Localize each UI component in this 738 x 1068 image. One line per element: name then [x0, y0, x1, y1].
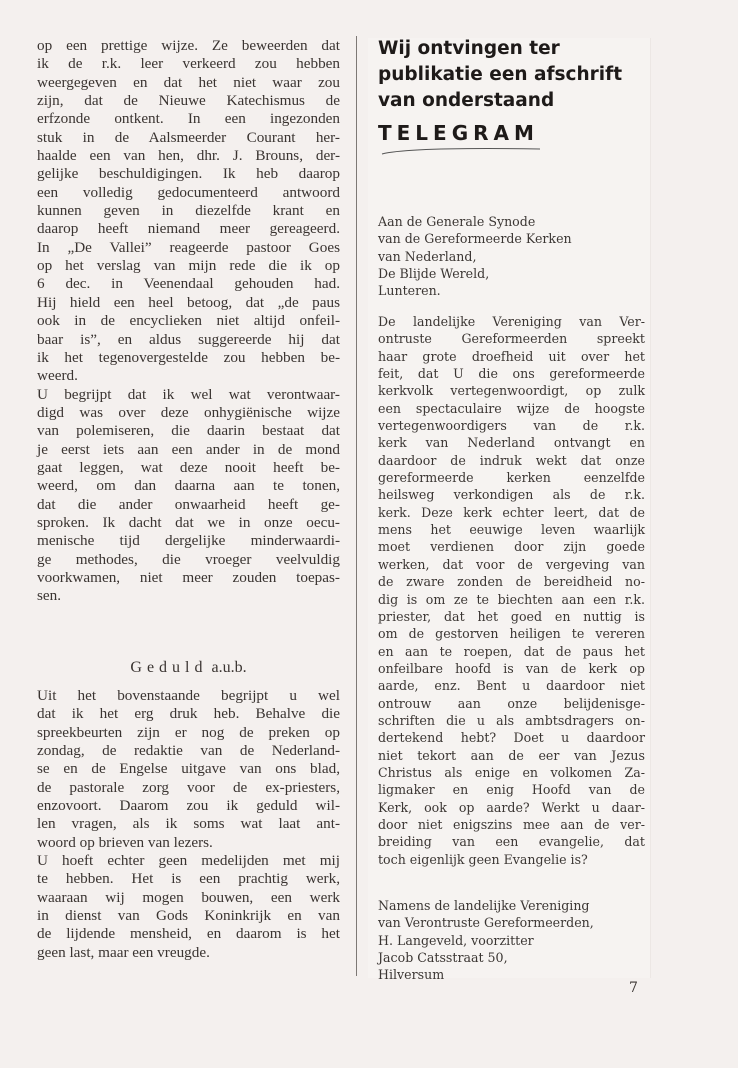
text-line: ook in de encyclieken niet altijd onfeil-	[37, 312, 340, 330]
text-line: Aan de Generale Synode	[378, 214, 536, 229]
text-line: kerkvolk vertegenwoordigt, op zulk	[378, 383, 645, 399]
text-line: schriften die u als ambtsdragers on-	[378, 712, 645, 728]
text-line: in dienst van Gods Koninkrijk en van	[37, 907, 340, 925]
text-line: en aan te roepen, dat de paus het	[378, 643, 645, 659]
text-line: sproken. Ik dacht dat we in onze oecu-	[37, 513, 340, 531]
telegram-signature	[378, 897, 645, 984]
text-line: priester, dat het goed en nuttig is	[378, 608, 645, 624]
text-line: stuk in de Aalsmeerder Courant her-	[37, 128, 340, 146]
headline-line: van onderstaand	[378, 90, 555, 111]
text-line: door niet enigszins mee aan de ver-	[378, 816, 645, 832]
subheading-geduld	[37, 659, 340, 677]
text-line: weerd.	[37, 367, 78, 385]
text-line: In „De Vallei” reageerde pastoor Goes	[37, 238, 340, 256]
text-line: dertekend hebt? Doet u daardoor	[378, 730, 645, 746]
headline-line: Wij ontvingen ter	[378, 38, 560, 59]
text-line: sen.	[37, 587, 62, 605]
text-line: toch eigenlijk geen Evangelie is?	[378, 851, 588, 867]
text-line: van Verontruste Gereformeerden,	[378, 915, 594, 931]
text-line: baar is”, en aldus suggereerde hij dat	[37, 330, 340, 348]
text-line: de zware zonden de bereidheid no-	[378, 574, 645, 590]
text-line: ontruste Gereformeerden spreekt	[378, 331, 645, 347]
text-line: daardoor de indruk wekt dat onze	[378, 452, 645, 468]
telegram-body	[378, 313, 645, 868]
text-line: breiding van een evangelie, dat	[378, 834, 645, 850]
text-line: aarde, enz. Bent u daardoor niet	[378, 678, 645, 694]
text-line: ik de r.k. leer verkeerd zou hebben	[37, 55, 340, 73]
text-line: ik het tegenovergestelde zou hebben be-	[37, 348, 340, 366]
text-line: De landelijke Vereniging van Ver-	[378, 314, 645, 329]
text-line: haar grote droefheid uit over het	[378, 348, 645, 364]
text-line: weerd, om dan daarna aan te tonen,	[37, 477, 340, 495]
text-line: de pastorale zorg voor de ex-priesters,	[37, 778, 340, 796]
text-line: van Nederland,	[378, 248, 477, 264]
text-line: H. Langeveld, voorzitter	[378, 932, 534, 948]
text-line: ligmaker en enig Hoofd van de	[378, 782, 645, 798]
text-line: Lunteren.	[378, 283, 441, 299]
text-line: woord op brieven van lezers.	[37, 833, 213, 851]
text-line: Kerk, ook op aarde? Werkt u daar-	[378, 799, 645, 815]
text-line: je eerst iets aan een ander in de mond	[37, 440, 340, 458]
text-line: geen last, maar een vreugde.	[37, 943, 210, 961]
text-line: Hij hield een heel betoog, dat „de paus	[37, 293, 340, 311]
page-number: 7	[629, 980, 638, 996]
text-line: te hebben. Het is een prachtig werk,	[37, 870, 340, 888]
text-line: werken, dat voor de vergeving van	[378, 556, 645, 572]
text-line: van polemiseren, die daarin bestaat dat	[37, 422, 340, 440]
text-line: de lijdende mensheid, en daarom is het	[37, 925, 340, 943]
text-line: 6 dec. in Veenendaal gehouden had.	[37, 275, 340, 293]
text-line: heilsweg verkondigen als de r.k.	[378, 487, 645, 503]
text-line: een spectaculaire wijze de hoogste	[378, 400, 645, 416]
text-line: dig is om ze te biechten aan een r.k.	[378, 591, 645, 607]
text-line: waaraan wij mogen bouwen, een werk	[37, 888, 340, 906]
text-line: ontrouw aan onze belijdenisge-	[378, 695, 645, 711]
subheading-word: Geduld	[130, 659, 208, 676]
text-line: dat die ander onwaarheid heeft ge-	[37, 495, 340, 513]
text-line: enzovoort. Daarom zou ik geduld wil-	[37, 797, 340, 815]
text-line: zondag, de redaktie van de Nederland-	[37, 742, 340, 760]
text-line: U begrijpt dat ik wel wat verontwaar-	[37, 385, 340, 403]
text-line: vertegenwoordigers van de r.k.	[378, 418, 645, 434]
text-line: ge methodes, die vroeger veelvuldig	[37, 550, 340, 568]
text-line: niet tekort aan de eer van Jezus	[378, 747, 645, 763]
text-line: U hoeft echter geen medelijden met mij	[37, 852, 340, 870]
headline-line: publikatie een afschrift	[378, 64, 623, 85]
text-line: op het verslag van mijn rede die ik op	[37, 257, 340, 275]
left-column-part-1	[37, 37, 340, 606]
text-line: erfzonde ontkent. In een ingezonden	[37, 110, 340, 128]
text-line: op een prettige wijze. Ze beweerden dat	[37, 37, 340, 54]
text-line: gereformeerde kerken eenzelfde	[378, 470, 645, 486]
text-line: gaat leggen, wat deze nooit heeft be-	[37, 458, 340, 476]
text-line: Uit het bovenstaande begrijpt u wel	[37, 687, 340, 704]
text-line: Christus als enige en volkomen Za-	[378, 764, 645, 780]
text-line: Hilversum	[378, 967, 445, 983]
text-line: kerk van Nederland ontvangt en	[378, 435, 645, 451]
left-column-part-2	[37, 687, 340, 962]
text-line: se en de Engelse uitgave van ons blad,	[37, 760, 340, 778]
column-divider	[356, 36, 357, 976]
text-line: een volledig gedocumenteerd antwoord	[37, 183, 340, 201]
text-line: moet verdienen door zijn goede	[378, 539, 645, 555]
text-line: digd was over deze onhygiënische wijze	[37, 403, 340, 421]
text-line: De Blijde Wereld,	[378, 266, 490, 282]
text-line: len vragen, als ik soms wat laat ant-	[37, 815, 340, 833]
text-line: zijn, dat de Nieuwe Katechismus de	[37, 92, 340, 110]
text-line: kerk. Deze kerk echter leert, dat de	[378, 504, 645, 520]
text-line: feit, dat U die ons gereformeerde	[378, 366, 645, 382]
text-line: gelijke beschuldigingen. Ik heb daarop	[37, 165, 340, 183]
text-line: voorkwamen, niet meer zouden toepas-	[37, 568, 340, 586]
text-line: kunnen geven in diezelfde krant en	[37, 202, 340, 220]
text-line: spreekbeurten zijn er nog de preken op	[37, 723, 340, 741]
text-line: weergegeven en dat het niet waar zou	[37, 73, 340, 91]
telegram-title: TELEGRAM	[378, 121, 539, 145]
text-line: dat ik het erg druk heb. Behalve die	[37, 705, 340, 723]
text-line: om de gestorven heiligen te vereren	[378, 626, 645, 642]
text-line: daarop heeft niemand meer gereageerd.	[37, 220, 340, 238]
text-line: menische tijd dergelijke minderwaardi-	[37, 532, 340, 550]
text-line: mens het eeuwige leven waarlijk	[378, 522, 645, 538]
subheading-abbrev: a.u.b.	[211, 659, 247, 676]
handwritten-underline	[380, 145, 545, 157]
text-line: haalde een van hen, dhr. J. Brouns, der-	[37, 147, 340, 165]
text-line: Namens de landelijke Vereniging	[378, 898, 590, 913]
text-line: onfeilbare hoofd is van de kerk op	[378, 660, 645, 676]
text-line: Jacob Catsstraat 50,	[378, 950, 508, 966]
telegram-address	[378, 213, 645, 300]
text-line: van de Gereformeerde Kerken	[378, 231, 572, 247]
telegram-headline	[378, 36, 622, 114]
